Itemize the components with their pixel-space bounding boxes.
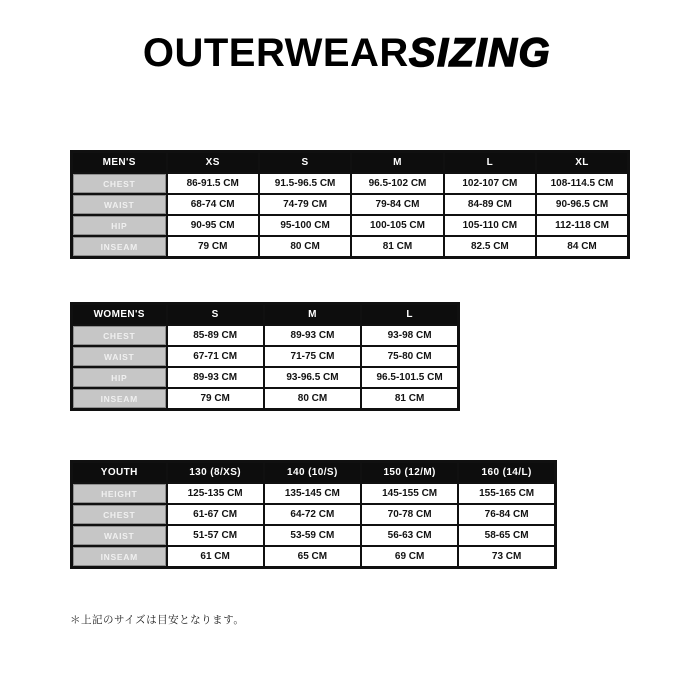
row-label: HIP <box>73 368 166 387</box>
size-value: 69 CM <box>361 546 458 568</box>
row-label: HEIGHT <box>73 484 166 503</box>
column-header: L <box>444 152 536 174</box>
row-label-cell <box>72 236 167 258</box>
size-value: 96.5-101.5 CM <box>361 367 458 388</box>
table-row <box>72 194 629 215</box>
size-value: 95-100 CM <box>259 215 351 236</box>
size-value: 108-114.5 CM <box>536 173 628 194</box>
column-header: S <box>259 152 351 174</box>
size-value: 82.5 CM <box>444 236 536 258</box>
size-value: 145-155 CM <box>361 483 458 504</box>
size-value: 84-89 CM <box>444 194 536 215</box>
size-value: 84 CM <box>536 236 628 258</box>
size-value: 80 CM <box>259 236 351 258</box>
size-value: 96.5-102 CM <box>351 173 443 194</box>
size-value: 51-57 CM <box>167 525 264 546</box>
column-header: M <box>351 152 443 174</box>
table-row <box>72 236 629 258</box>
row-label-cell <box>72 346 167 367</box>
table-row <box>72 325 459 346</box>
row-label-cell <box>72 525 167 546</box>
table-row <box>72 525 556 546</box>
table-row <box>72 546 556 568</box>
size-value: 73 CM <box>458 546 555 568</box>
size-value: 81 CM <box>361 388 458 410</box>
table-row <box>72 388 459 410</box>
size-value: 79 CM <box>167 388 264 410</box>
row-label-cell <box>72 173 167 194</box>
column-header: 160 (14/L) <box>458 462 555 484</box>
size-value: 100-105 CM <box>351 215 443 236</box>
size-value: 58-65 CM <box>458 525 555 546</box>
size-value: 135-145 CM <box>264 483 361 504</box>
size-value: 89-93 CM <box>167 367 264 388</box>
column-header: 130 (8/XS) <box>167 462 264 484</box>
column-header: MEN'S <box>72 152 167 174</box>
title-outerwear: OUTERWEAR <box>142 31 409 75</box>
row-label-cell <box>72 194 167 215</box>
size-value: 76-84 CM <box>458 504 555 525</box>
mens-sizing-table <box>70 150 630 259</box>
row-label: WAIST <box>73 347 166 366</box>
table-row <box>72 346 459 367</box>
size-value: 71-75 CM <box>264 346 361 367</box>
size-value: 93-98 CM <box>361 325 458 346</box>
row-label-cell <box>72 546 167 568</box>
size-value: 102-107 CM <box>444 173 536 194</box>
row-label: INSEAM <box>73 389 166 408</box>
size-value: 125-135 CM <box>167 483 264 504</box>
size-value: 81 CM <box>351 236 443 258</box>
footnote: ＊上記のサイズは目安となります。 <box>70 614 245 626</box>
table-row <box>72 367 459 388</box>
row-label: WAIST <box>73 195 166 214</box>
size-value: 75-80 CM <box>361 346 458 367</box>
size-value: 155-165 CM <box>458 483 555 504</box>
column-header: WOMEN'S <box>72 304 167 326</box>
row-label: INSEAM <box>73 237 166 256</box>
size-value: 85-89 CM <box>167 325 264 346</box>
row-label-cell <box>72 483 167 504</box>
table-row <box>72 483 556 504</box>
page-title <box>0 33 700 73</box>
row-label: CHEST <box>73 174 166 193</box>
size-value: 79 CM <box>167 236 259 258</box>
column-header: XS <box>167 152 259 174</box>
size-value: 105-110 CM <box>444 215 536 236</box>
size-value: 90-96.5 CM <box>536 194 628 215</box>
size-value: 65 CM <box>264 546 361 568</box>
table-row <box>72 215 629 236</box>
column-header: L <box>361 304 458 326</box>
row-label-cell <box>72 504 167 525</box>
size-value: 89-93 CM <box>264 325 361 346</box>
womens-sizing-table <box>70 302 460 411</box>
column-header: 150 (12/M) <box>361 462 458 484</box>
title-sizing: SIZING <box>408 31 552 75</box>
row-label-cell <box>72 215 167 236</box>
size-value: 80 CM <box>264 388 361 410</box>
size-value: 61 CM <box>167 546 264 568</box>
row-label-cell <box>72 388 167 410</box>
size-value: 61-67 CM <box>167 504 264 525</box>
table-row <box>72 173 629 194</box>
row-label-cell <box>72 367 167 388</box>
row-label: INSEAM <box>73 547 166 566</box>
row-label-cell <box>72 325 167 346</box>
row-label: CHEST <box>73 505 166 524</box>
row-label: CHEST <box>73 326 166 345</box>
table-row <box>72 504 556 525</box>
column-header: YOUTH <box>72 462 167 484</box>
size-value: 91.5-96.5 CM <box>259 173 351 194</box>
size-value: 67-71 CM <box>167 346 264 367</box>
size-value: 93-96.5 CM <box>264 367 361 388</box>
column-header: S <box>167 304 264 326</box>
column-header: XL <box>536 152 628 174</box>
row-label: HIP <box>73 216 166 235</box>
row-label: WAIST <box>73 526 166 545</box>
size-value: 64-72 CM <box>264 504 361 525</box>
size-value: 56-63 CM <box>361 525 458 546</box>
size-value: 70-78 CM <box>361 504 458 525</box>
column-header: M <box>264 304 361 326</box>
size-value: 68-74 CM <box>167 194 259 215</box>
size-value: 74-79 CM <box>259 194 351 215</box>
youth-sizing-table <box>70 460 557 569</box>
column-header: 140 (10/S) <box>264 462 361 484</box>
size-value: 86-91.5 CM <box>167 173 259 194</box>
size-value: 90-95 CM <box>167 215 259 236</box>
size-value: 112-118 CM <box>536 215 628 236</box>
size-value: 79-84 CM <box>351 194 443 215</box>
size-value: 53-59 CM <box>264 525 361 546</box>
